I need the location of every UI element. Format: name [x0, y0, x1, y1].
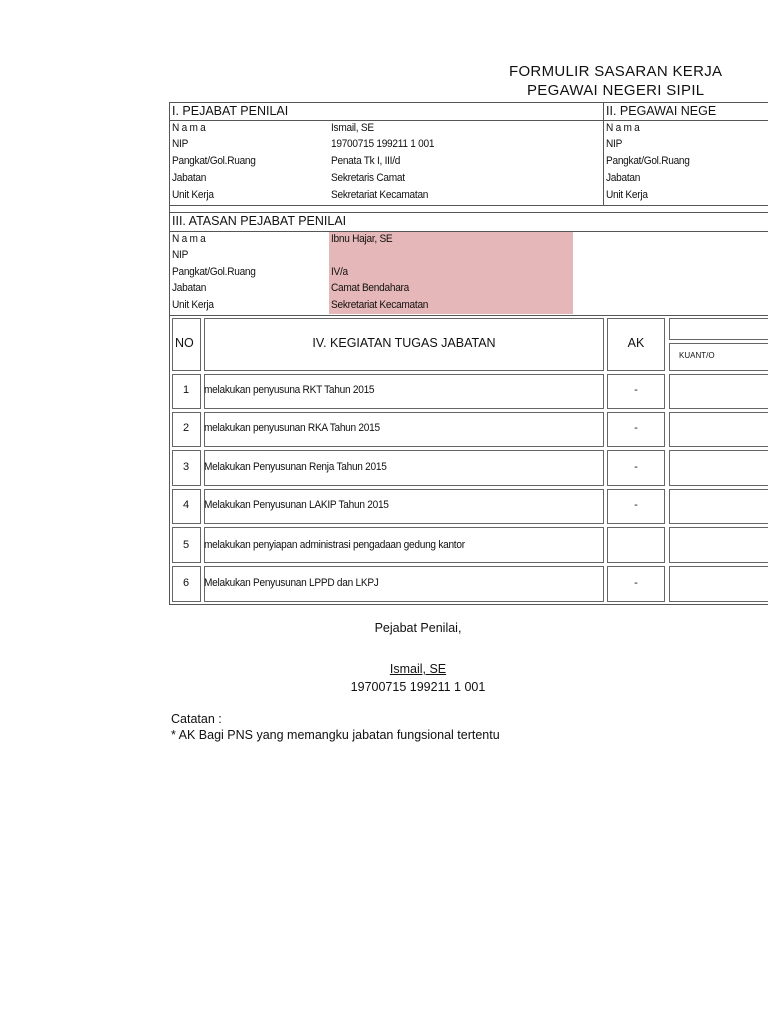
section-atasan-title: III. ATASAN PEJABAT PENILAI	[172, 214, 347, 228]
row-number: 6	[182, 577, 190, 589]
field-label: NIP	[606, 138, 623, 150]
form-subtitle: PEGAWAI NEGERI SIPIL	[527, 82, 705, 99]
row-number: 1	[182, 384, 190, 396]
field-label: Pangkat/Gol.Ruang	[172, 155, 256, 167]
form-title: FORMULIR SASARAN KERJA	[509, 63, 723, 80]
row-ak: -	[634, 577, 638, 589]
field-value: 19700715 199211 1 001	[331, 138, 435, 150]
row-kegiatan: Melakukan Penyusunan LPPD dan LKPJ	[204, 577, 379, 589]
field-value: Penata Tk I, III/d	[331, 155, 401, 167]
row-number: 2	[182, 422, 190, 434]
column-header-kegiatan: IV. KEGIATAN TUGAS JABATAN	[312, 336, 496, 350]
field-value: IV/a	[331, 266, 348, 278]
divider	[169, 205, 768, 206]
row-kegiatan: Melakukan Penyusunan LAKIP Tahun 2015	[204, 499, 389, 511]
field-label: Jabatan	[606, 172, 641, 184]
field-label: NIP	[172, 138, 189, 150]
field-value: Ismail, SE	[331, 122, 374, 134]
row-kegiatan: Melakukan Penyusunan Renja Tahun 2015	[204, 461, 387, 473]
field-label: N a m a	[172, 122, 206, 134]
header-cell-target	[669, 318, 768, 340]
table-cell	[669, 412, 768, 447]
column-header-ak: AK	[627, 336, 645, 350]
divider	[169, 120, 768, 121]
row-ak: -	[634, 461, 638, 473]
divider	[169, 315, 768, 316]
row-number: 3	[182, 461, 190, 473]
field-label: Pangkat/Gol.Ruang	[606, 155, 690, 167]
table-cell	[669, 374, 768, 409]
field-value: Camat Bendahara	[331, 282, 409, 294]
notes-text: * AK Bagi PNS yang memangku jabatan fungsional tertentu	[171, 728, 500, 742]
table-cell	[669, 450, 768, 486]
field-value: Sekretariat Kecamatan	[331, 189, 429, 201]
divider	[169, 604, 768, 605]
table-cell	[607, 527, 665, 563]
section-pegawai-title: II. PEGAWAI NEGE	[606, 104, 717, 118]
field-label: NIP	[172, 249, 189, 261]
signature-name: Ismail, SE	[389, 662, 447, 676]
row-number: 4	[182, 499, 190, 511]
field-label: Unit Kerja	[172, 299, 214, 311]
field-label: N a m a	[606, 122, 640, 134]
field-label: Pangkat/Gol.Ruang	[172, 266, 256, 278]
row-kegiatan: melakukan penyiapan administrasi pengadaan gedung kantor	[204, 539, 465, 551]
divider	[169, 212, 768, 213]
row-number: 5	[182, 539, 190, 551]
signature-nip: 19700715 199211 1 001	[350, 680, 486, 694]
column-header-kuant: KUANT/O	[679, 351, 715, 360]
field-label: Unit Kerja	[172, 189, 214, 201]
divider	[603, 102, 604, 205]
signature-role: Pejabat Penilai,	[374, 621, 462, 635]
table-cell	[669, 566, 768, 602]
row-ak: -	[634, 384, 638, 396]
divider	[169, 102, 768, 103]
row-kegiatan: melakukan penyusuna RKT Tahun 2015	[204, 384, 375, 396]
field-label: Jabatan	[172, 282, 207, 294]
column-header-no: NO	[175, 336, 194, 350]
row-ak: -	[634, 499, 638, 511]
divider	[169, 102, 170, 604]
field-value: Sekretaris Camat	[331, 172, 405, 184]
row-ak: -	[634, 422, 638, 434]
field-label: Jabatan	[172, 172, 207, 184]
row-kegiatan: melakukan penyusunan RKA Tahun 2015	[204, 422, 380, 434]
field-label: Unit Kerja	[606, 189, 648, 201]
table-cell	[669, 527, 768, 563]
field-label: N a m a	[172, 233, 206, 245]
field-value: Sekretariat Kecamatan	[331, 299, 429, 311]
notes-label: Catatan :	[171, 712, 222, 726]
section-pejabat-penilai-title: I. PEJABAT PENILAI	[172, 104, 289, 118]
table-cell	[669, 489, 768, 524]
field-value: Ibnu Hajar, SE	[331, 233, 393, 245]
